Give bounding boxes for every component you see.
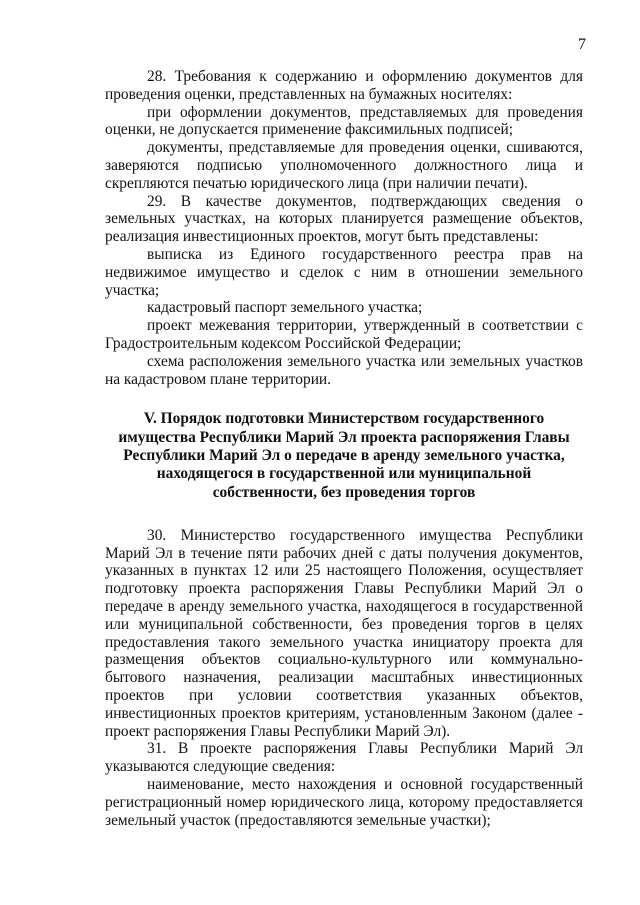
paragraph-31-item-1: наименование, место нахождения и основной государственный регистрационный номер юридического лица, которому предоставляется земельный участок (предоставляются земельные участки); [105, 775, 583, 829]
paragraph-29: 29. В качестве документов, подтверждающих сведения о земельных участках, на которых планируется размещение объектов, реализация инвестиционных проектов, могут быть представлены: [105, 192, 583, 246]
section-title: V. Порядок подготовки Министерством государственного имущества Республики Марий Эл проекта распоряжения Главы Республики Марий Эл о передаче в аренду земельного участка, находящегося в государственной или муниципальной собственности, без проведения торгов [118, 410, 570, 501]
page-number: 7 [578, 36, 586, 53]
paragraph-29-item-4: схема расположения земельного участка или земельных участков на кадастровом плане территории. [105, 352, 583, 388]
paragraph-28: 28. Требования к содержанию и оформлению документов для проведения оценки, представленных на бумажных носителях: [105, 68, 583, 103]
paragraph-29-item-1: выписка из Единого государственного реестра прав на недвижимое имущество и сделок с ним в отношении земельного участка; [105, 245, 583, 299]
paragraph-29-item-3: проект межевания территории, утвержденный в соответствии с Градостроительным кодексом Российской Федерации; [105, 317, 583, 352]
document-body [105, 68, 583, 829]
paragraph-28-item-2: документы, представляемые для проведения оценки, сшиваются, заверяются подписью уполномоченного должностного лица и скрепляются печатью юридического лица (при наличии печати). [105, 139, 583, 192]
paragraph-29-item-2: кадастровый паспорт земельного участка; [147, 299, 423, 317]
paragraph-30: 30. Министерство государственного имущества Республики Марий Эл в течение пяти рабочих дней с даты получения документов, указанных в пунктах 12 или 25 настоящего Положения, осуществляет подготовку проекта распоряжения Главы Республики Марий Эл о передаче в аренду земельного участка, находящегося в государственной или муниципальной собственности, без проведения торгов в целях предоставления такого земельного участка инициатору проекта для размещения объектов социально-культурного или коммунально-бытового назначения, реализации масштабных инвестиционных проектов при условии соответствия указанных объектов, инвестиционных проектов критериям, установленным Законом (далее - проект распоряжения Главы Республики Марий Эл). [105, 526, 583, 740]
paragraph-31: 31. В проекте распоряжения Главы Республики Марий Эл указываются следующие сведения: [105, 740, 583, 776]
paragraph-28-item-1: при оформлении документов, представляемых для проведения оценки, не допускается применение факсимильных подписей; [105, 103, 583, 139]
